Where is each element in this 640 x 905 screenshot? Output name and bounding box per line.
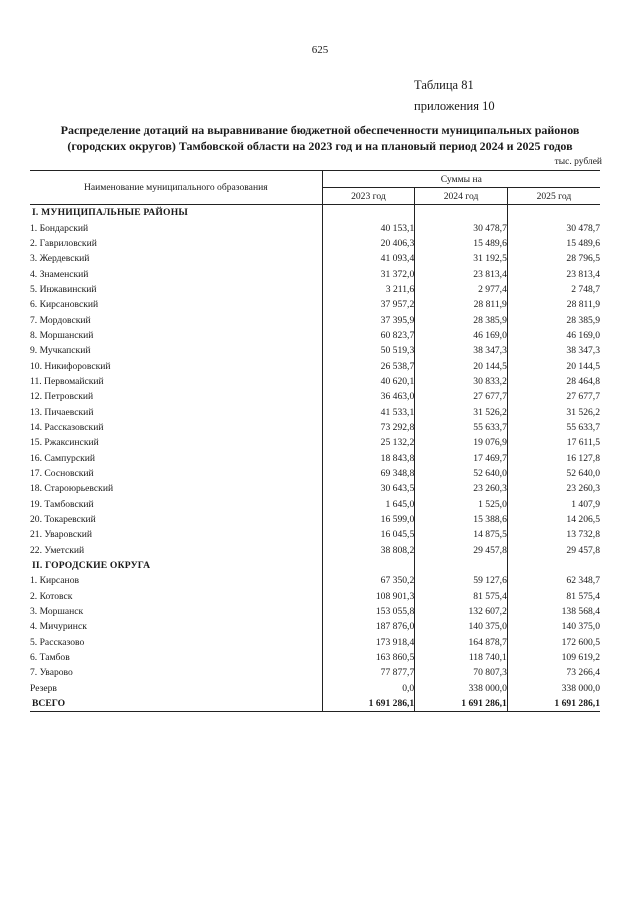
value-2024: 28 385,9 [415, 312, 508, 327]
value-2024: 81 575,4 [415, 589, 508, 604]
value-2023: 1 645,0 [322, 497, 415, 512]
row-name: 2. Котовск [30, 590, 73, 602]
value-2025: 28 811,9 [507, 297, 600, 312]
row-name: 7. Мордовский [30, 314, 91, 326]
row-name: Резерв [30, 682, 57, 694]
value-2024: 15 388,6 [415, 512, 508, 527]
value-2023: 36 463,0 [322, 389, 415, 404]
row-name: II. ГОРОДСКИЕ ОКРУГА [32, 560, 151, 572]
value-2023 [322, 205, 415, 221]
total-row [30, 696, 600, 712]
table-row [30, 650, 600, 665]
value-2023: 37 395,9 [322, 312, 415, 327]
value-2025: 73 266,4 [507, 665, 600, 680]
value-2023 [322, 558, 415, 573]
value-2024: 1 691 286,1 [415, 696, 508, 712]
value-2023: 67 350,2 [322, 573, 415, 588]
value-2024: 164 878,7 [415, 635, 508, 650]
value-2024: 38 347,3 [415, 343, 508, 358]
table-row [30, 543, 600, 558]
row-name: 6. Кирсановский [30, 299, 99, 311]
value-2025: 1 407,9 [507, 497, 600, 512]
row-name: 5. Инжавинский [30, 283, 97, 295]
table-row [30, 451, 600, 466]
row-name: 7. Уварово [30, 667, 73, 679]
table-row [30, 374, 600, 389]
table-row [30, 312, 600, 327]
value-2024: 2 977,4 [415, 282, 508, 297]
value-2023: 77 877,7 [322, 665, 415, 680]
value-2024: 30 833,2 [415, 374, 508, 389]
value-2025: 138 568,4 [507, 604, 600, 619]
value-2024: 14 875,5 [415, 527, 508, 542]
value-2024: 15 489,6 [415, 236, 508, 251]
table-row [30, 481, 600, 496]
table-row [30, 282, 600, 297]
value-2025: 23 813,4 [507, 266, 600, 281]
value-2025: 16 127,8 [507, 451, 600, 466]
table-body [30, 205, 600, 712]
value-2024: 338 000,0 [415, 681, 508, 696]
value-2023: 40 153,1 [322, 220, 415, 235]
value-2024: 23 813,4 [415, 266, 508, 281]
value-2025: 13 732,8 [507, 527, 600, 542]
value-2024: 46 169,0 [415, 328, 508, 343]
value-2023: 41 093,4 [322, 251, 415, 266]
row-name: 21. Уваровский [30, 529, 93, 541]
row-name: 3. Жердевский [30, 253, 90, 265]
table-row [30, 681, 600, 696]
row-name: 8. Моршанский [30, 329, 94, 341]
row-name: 1. Бондарский [30, 222, 89, 234]
value-2023: 187 876,0 [322, 619, 415, 634]
value-2024: 140 375,0 [415, 619, 508, 634]
value-2025: 17 611,5 [507, 435, 600, 450]
value-2025: 31 526,2 [507, 404, 600, 419]
header-name-column: Наименование муниципального образования [30, 171, 322, 205]
row-name: 4. Мичуринск [30, 621, 87, 633]
value-2025: 28 796,5 [507, 251, 600, 266]
value-2023: 153 055,8 [322, 604, 415, 619]
table-row [30, 297, 600, 312]
value-2024: 20 144,5 [415, 358, 508, 373]
header-year-2025: 2025 год [507, 188, 600, 205]
row-name: 15. Ржаксинский [30, 437, 99, 449]
table-row [30, 589, 600, 604]
table-row [30, 266, 600, 281]
header-sums: Суммы на [322, 171, 600, 188]
row-name: 3. Моршанск [30, 606, 84, 618]
value-2024: 59 127,6 [415, 573, 508, 588]
table-row [30, 420, 600, 435]
value-2025: 55 633,7 [507, 420, 600, 435]
value-2023: 60 823,7 [322, 328, 415, 343]
value-2024: 30 478,7 [415, 220, 508, 235]
value-2024 [415, 558, 508, 573]
row-name: 13. Пичаевский [30, 406, 94, 418]
value-2025 [507, 205, 600, 221]
value-2023: 31 372,0 [322, 266, 415, 281]
value-2025: 23 260,3 [507, 481, 600, 496]
document-title [28, 122, 612, 154]
value-2023: 108 901,3 [322, 589, 415, 604]
value-2024: 52 640,0 [415, 466, 508, 481]
row-name: 14. Рассказовский [30, 421, 104, 433]
row-name: 16. Сампурский [30, 452, 96, 464]
table-row [30, 619, 600, 634]
grants-table [30, 170, 600, 712]
value-2023: 40 620,1 [322, 374, 415, 389]
value-2024: 31 192,5 [415, 251, 508, 266]
value-2023: 73 292,8 [322, 420, 415, 435]
value-2024: 19 076,9 [415, 435, 508, 450]
value-2023: 38 808,2 [322, 543, 415, 558]
value-2025: 20 144,5 [507, 358, 600, 373]
table-row [30, 604, 600, 619]
table-id: Таблица 81 [414, 78, 474, 92]
appendix-label: приложения 10 [414, 99, 495, 113]
value-2023: 37 957,2 [322, 297, 415, 312]
table-row [30, 328, 600, 343]
row-name: 9. Мучкапский [30, 345, 91, 357]
value-2025: 52 640,0 [507, 466, 600, 481]
value-2023: 41 533,1 [322, 404, 415, 419]
section-row [30, 558, 600, 573]
value-2025 [507, 558, 600, 573]
value-2023: 163 860,5 [322, 650, 415, 665]
value-2024: 1 525,0 [415, 497, 508, 512]
value-2025: 28 464,8 [507, 374, 600, 389]
row-name: 17. Сосновский [30, 468, 94, 480]
table-row [30, 527, 600, 542]
value-2023: 3 211,6 [322, 282, 415, 297]
table-row [30, 220, 600, 235]
value-2023: 20 406,3 [322, 236, 415, 251]
value-2025: 81 575,4 [507, 589, 600, 604]
value-2024: 132 607,2 [415, 604, 508, 619]
table-row [30, 635, 600, 650]
units-label: тыс. рублей [554, 157, 602, 167]
value-2025: 30 478,7 [507, 220, 600, 235]
value-2025: 14 206,5 [507, 512, 600, 527]
value-2025: 172 600,5 [507, 635, 600, 650]
value-2025: 2 748,7 [507, 282, 600, 297]
value-2025: 1 691 286,1 [507, 696, 600, 712]
value-2024 [415, 205, 508, 221]
value-2023: 30 643,5 [322, 481, 415, 496]
row-name: 1. Кирсанов [30, 575, 80, 587]
row-name: 6. Тамбов [30, 652, 70, 664]
table-row [30, 435, 600, 450]
value-2024: 28 811,9 [415, 297, 508, 312]
value-2025: 62 348,7 [507, 573, 600, 588]
row-name: 10. Никифоровский [30, 360, 111, 372]
value-2023: 16 045,5 [322, 527, 415, 542]
value-2025: 140 375,0 [507, 619, 600, 634]
value-2023: 26 538,7 [322, 358, 415, 373]
value-2023: 1 691 286,1 [322, 696, 415, 712]
row-name: 19. Тамбовский [30, 498, 94, 510]
row-name: I. МУНИЦИПАЛЬНЫЕ РАЙОНЫ [32, 207, 189, 219]
value-2023: 173 918,4 [322, 635, 415, 650]
header-year-2023: 2023 год [322, 188, 415, 205]
value-2025: 27 677,7 [507, 389, 600, 404]
table-row [30, 573, 600, 588]
table-row [30, 665, 600, 680]
table-row [30, 343, 600, 358]
table-row [30, 404, 600, 419]
value-2025: 338 000,0 [507, 681, 600, 696]
value-2024: 55 633,7 [415, 420, 508, 435]
value-2024: 17 469,7 [415, 451, 508, 466]
value-2023: 50 519,3 [322, 343, 415, 358]
table-row [30, 358, 600, 373]
row-name: 4. Знаменский [30, 268, 89, 280]
row-name: 18. Староюрьевский [30, 483, 114, 495]
table-row [30, 512, 600, 527]
value-2024: 70 807,3 [415, 665, 508, 680]
row-name: 11. Первомайский [30, 375, 104, 387]
row-name: 22. Уметский [30, 544, 85, 556]
table-row [30, 497, 600, 512]
row-name: 20. Токаревский [30, 514, 96, 526]
table-row [30, 389, 600, 404]
table-row [30, 466, 600, 481]
value-2025: 109 619,2 [507, 650, 600, 665]
table-row [30, 236, 600, 251]
value-2024: 118 740,1 [415, 650, 508, 665]
section-row [30, 205, 600, 221]
value-2025: 28 385,9 [507, 312, 600, 327]
value-2024: 31 526,2 [415, 404, 508, 419]
value-2024: 27 677,7 [415, 389, 508, 404]
value-2024: 29 457,8 [415, 543, 508, 558]
header-year-2024: 2024 год [415, 188, 508, 205]
value-2025: 38 347,3 [507, 343, 600, 358]
value-2023: 0,0 [322, 681, 415, 696]
table-row [30, 251, 600, 266]
row-name: 2. Гавриловский [30, 237, 97, 249]
value-2025: 29 457,8 [507, 543, 600, 558]
value-2025: 15 489,6 [507, 236, 600, 251]
page-number: 625 [311, 44, 329, 56]
title-line-1: Распределение дотаций на выравнивание бюджетной обеспеченности муниципальных районов [60, 123, 580, 137]
value-2023: 25 132,2 [322, 435, 415, 450]
row-name: 12. Петровский [30, 391, 94, 403]
value-2023: 69 348,8 [322, 466, 415, 481]
value-2025: 46 169,0 [507, 328, 600, 343]
row-name: 5. Рассказово [30, 636, 85, 648]
value-2023: 18 843,8 [322, 451, 415, 466]
title-line-2: (городских округов) Тамбовской области на 2023 год и на плановый период 2024 и 2025 годов [67, 139, 573, 153]
row-name: ВСЕГО [30, 696, 322, 712]
value-2024: 23 260,3 [415, 481, 508, 496]
value-2023: 16 599,0 [322, 512, 415, 527]
